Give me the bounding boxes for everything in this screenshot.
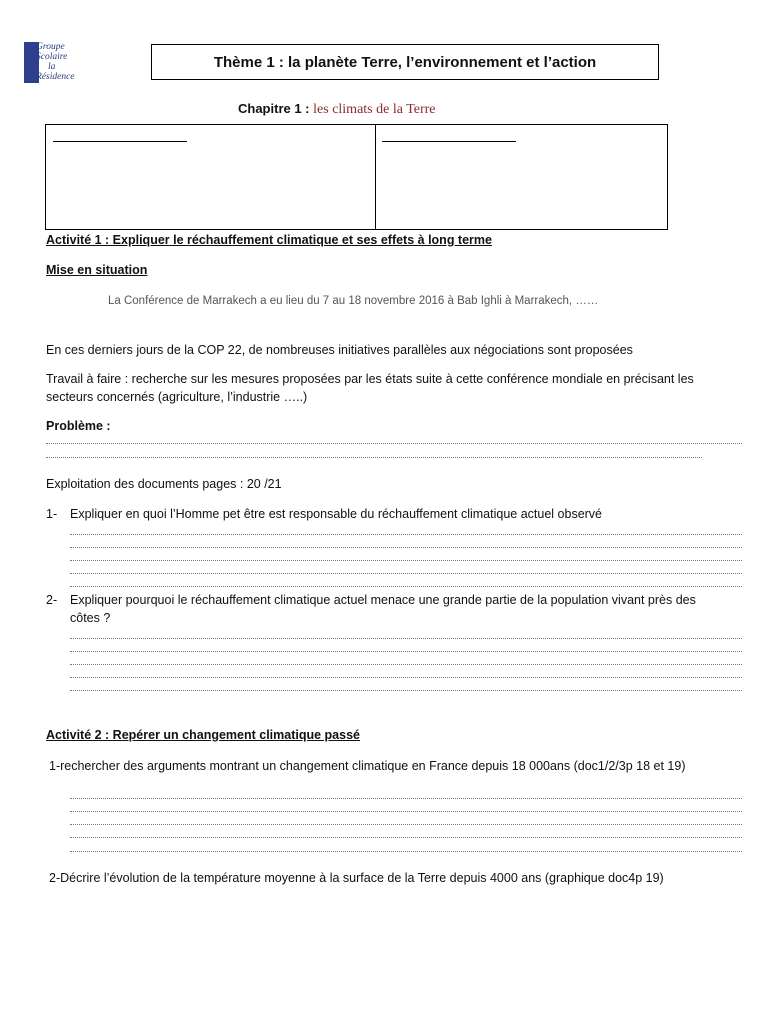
conference-intro: La Conférence de Marrakech a eu lieu du 7 au 18 novembre 2016 à Bab Ighli à Marrakech, …… <box>108 295 599 307</box>
answer-line <box>70 851 742 852</box>
cop22-context: En ces derniers jours de la COP 22, de nombreuses initiatives parallèles aux négociations sont proposées <box>46 343 633 357</box>
logo-line-4: Résidence <box>36 72 75 82</box>
logo-line-3: la <box>48 62 56 72</box>
answer-line <box>70 586 742 587</box>
exploitation-text: Exploitation des documents pages : 20 /21 <box>46 477 282 491</box>
header-table <box>45 124 668 230</box>
answer-line <box>46 457 702 458</box>
school-logo <box>24 42 90 84</box>
chapter-label: Chapitre 1 : <box>238 101 310 116</box>
answer-line <box>70 651 742 652</box>
question-2-number: 2- <box>46 593 58 607</box>
activity2-title: Activité 2 : Repérer un changement climatique passé <box>46 728 360 742</box>
activity2-question-1: 1-rechercher des arguments montrant un changement climatique en France depuis 18 000ans (doc1/2/3p 18 et 19) <box>49 759 686 773</box>
question-2-line-1: Expliquer pourquoi le réchauffement climatique actuel menace une grande partie de la population vivant près des <box>70 593 696 607</box>
travail-line-2: secteurs concernés (agriculture, l’industrie …..) <box>46 390 308 404</box>
logo-text <box>36 42 75 82</box>
theme-title: Thème 1 : la planète Terre, l’environnement et l’action <box>213 53 597 71</box>
question-2-line-2: côtes ? <box>70 611 111 625</box>
probleme-label: Problème : <box>46 419 111 433</box>
chapter-heading <box>238 101 436 118</box>
mise-en-situation-label: Mise en situation <box>46 263 148 277</box>
answer-line <box>70 811 742 812</box>
answer-line <box>70 560 742 561</box>
theme-title-box <box>151 44 659 80</box>
answer-line <box>70 824 742 825</box>
question-1-number: 1- <box>46 507 58 521</box>
answer-line <box>70 664 742 665</box>
table-blank-line-left <box>53 141 187 142</box>
answer-line <box>70 798 742 799</box>
logo-line-1: Groupe <box>36 42 65 52</box>
table-divider <box>375 125 376 229</box>
activity1-title: Activité 1 : Expliquer le réchauffement climatique et ses effets à long terme <box>46 233 492 247</box>
answer-line <box>46 443 742 444</box>
answer-line <box>70 837 742 838</box>
answer-line <box>70 547 742 548</box>
logo-line-2: Scolaire <box>36 52 68 62</box>
travail-line-1: Travail à faire : recherche sur les mesures proposées par les états suite à cette conférence mondiale en précisant les <box>46 372 694 386</box>
answer-line <box>70 638 742 639</box>
table-blank-line-right <box>382 141 516 142</box>
answer-line <box>70 677 742 678</box>
chapter-name: les climats de la Terre <box>313 102 436 117</box>
answer-line <box>70 573 742 574</box>
activity2-question-2: 2-Décrire l’évolution de la température moyenne à la surface de la Terre depuis 4000 ans (graphique doc4p 19) <box>49 871 664 885</box>
answer-line <box>70 534 742 535</box>
answer-line <box>70 690 742 691</box>
question-1-text: Expliquer en quoi l’Homme pet être est responsable du réchauffement climatique actuel observé <box>70 507 603 521</box>
